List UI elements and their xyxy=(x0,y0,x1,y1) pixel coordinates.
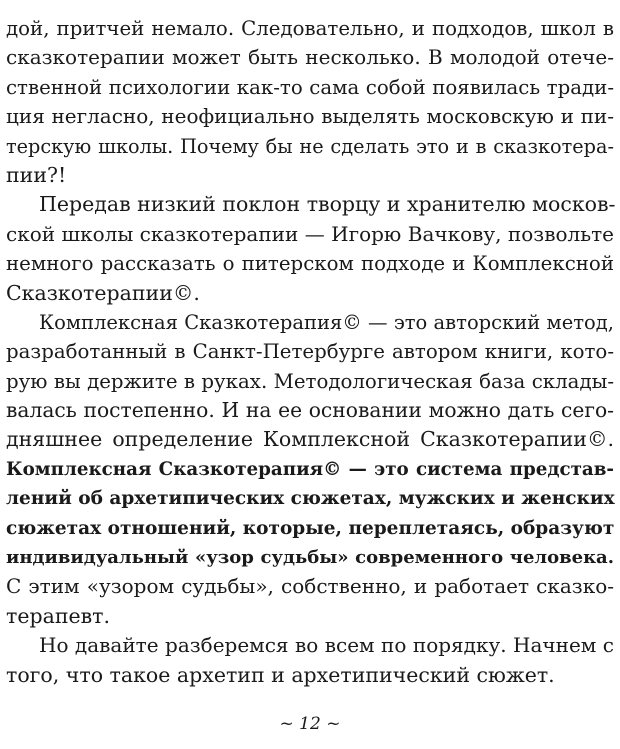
page-text xyxy=(0,14,614,690)
paragraph xyxy=(6,631,614,690)
text-line: сказкотерапии может быть несколько. В молодой отече- xyxy=(6,45,614,70)
text-line: Комплексная Сказкотерапия© — это авторский метод, xyxy=(39,310,614,334)
text-line: Сказкотерапии©. xyxy=(6,280,200,305)
text-line: валась постепенно. И на ее основании можно дать сего- xyxy=(6,398,614,423)
definition-line: лений об архетипических сюжетах, мужских и женских xyxy=(6,488,615,510)
paragraph xyxy=(6,308,614,631)
text-line: разработанный в Санкт-Петербурге автором книги, кото- xyxy=(6,340,614,364)
text-line: дняшнее определение Комплексной Сказкотерапии©. xyxy=(6,427,614,452)
page-number: ~ 12 ~ xyxy=(279,714,341,734)
definition-line: сюжетах отношений, которые, переплетаясь, образуют xyxy=(6,517,615,539)
definition-line: Комплексная Сказкотерапия© — это система представ- xyxy=(6,458,614,480)
text-line: Но давайте разберемся во всем по порядку. Начнем с xyxy=(39,633,614,658)
text-line: ция негласно, неофициально выделять московскую и пи- xyxy=(6,104,614,129)
text-line: дой, притчей немало. Следовательно, и подходов, школ в xyxy=(6,17,614,40)
text-line: С этим «узором судьбы», собственно, и работает сказко- xyxy=(6,574,614,599)
text-line: того, что такое архетип и архетипический сюжет. xyxy=(6,662,555,687)
text-line: ской школы сказкотерапии — Игорю Вачкову, позвольте xyxy=(6,221,614,246)
definition-line: индивидуальный «узор судьбы» современного человека. xyxy=(6,547,614,569)
text-line: ственной психологии как-то сама собой появилась тради- xyxy=(6,75,614,99)
text-line: рую вы держите в руках. Методологическая база склады- xyxy=(6,369,614,393)
text-line: терскую школы. Почему бы не сделать это и в сказкотера- xyxy=(6,134,614,158)
text-line: терапевт. xyxy=(6,603,111,628)
text-line: Передав низкий поклон творцу и хранителю москов- xyxy=(39,192,616,217)
text-line: немного рассказать о питерском подходе и Комплексной xyxy=(6,252,614,276)
text-line: пии?! xyxy=(6,162,67,187)
paragraph xyxy=(6,14,614,190)
paragraph xyxy=(6,190,614,308)
